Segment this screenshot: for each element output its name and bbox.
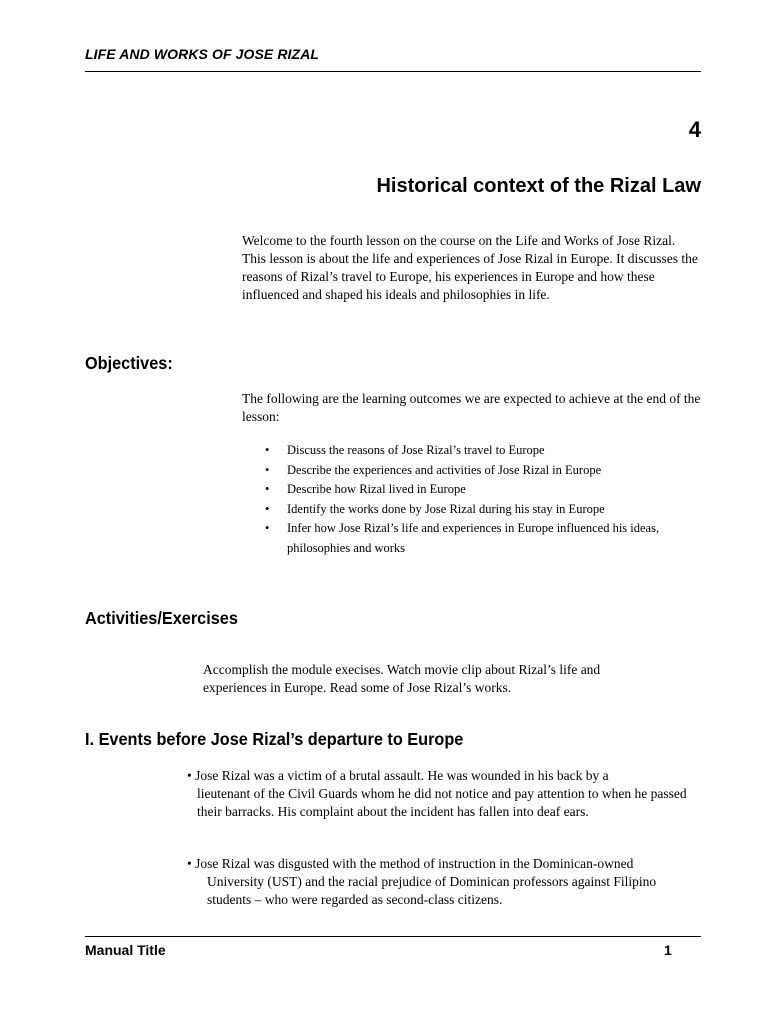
objective-text: Describe the experiences and activities of Jose Rizal in Europe: [287, 462, 602, 477]
event-continuation: lieutenant of the Civil Guards whom he did not notice and pay attention to when he passed their barracks. His complaint about the incident has fallen into deaf ears.: [197, 786, 687, 819]
running-header: LIFE AND WORKS OF JOSE RIZAL: [85, 46, 320, 62]
bullet-icon: •: [265, 443, 270, 457]
objective-text: Describe how Rizal lived in Europe: [287, 482, 466, 496]
event-item: [187, 855, 697, 909]
event-item: [187, 767, 697, 821]
objectives-list: [265, 441, 695, 558]
intro-paragraph: Welcome to the fourth lesson on the course on the Life and Works of Jose Rizal. This lesson is about the life and experiences of Jose Rizal in Europe. It discusses the reasons of Rizal’s travel to Europe, his experiences in Europe and how these influenced and shaped his ideals and philosophies in life.: [242, 233, 698, 302]
bullet-icon: •: [265, 501, 270, 516]
bullet-icon: •: [265, 521, 270, 535]
chapter-title: Historical context of the Rizal Law: [376, 175, 701, 197]
objectives-heading: Objectives:: [85, 353, 173, 373]
header-rule: [85, 71, 701, 72]
chapter-number: 4: [688, 117, 701, 142]
list-item: [265, 500, 695, 520]
objective-text: Infer how Jose Rizal’s life and experiences in Europe influenced his ideas, philosophies and works: [287, 521, 660, 555]
objective-text: Discuss the reasons of Jose Rizal’s travel to Europe: [287, 443, 545, 457]
events-heading: I. Events before Jose Rizal’s departure to Europe: [85, 729, 464, 749]
bullet-icon: •: [265, 482, 270, 496]
list-item: [265, 441, 695, 461]
list-item: [265, 519, 695, 558]
activities-text: Accomplish the module execises. Watch movie clip about Rizal’s life and experiences in Europe. Read some of Jose Rizal’s works.: [203, 662, 601, 695]
objectives-intro: The following are the learning outcomes we are expected to achieve at the end of the lesson:: [242, 391, 701, 424]
event-first-line: • Jose Rizal was disgusted with the method of instruction in the Dominican-owned: [187, 856, 634, 871]
bullet-icon: •: [265, 462, 270, 477]
event-first-line: • Jose Rizal was a victim of a brutal assault. He was wounded in his back by a: [187, 768, 609, 783]
footer-title: Manual Title: [85, 942, 166, 958]
activities-heading: Activities/Exercises: [85, 608, 238, 628]
objective-text: Identify the works done by Jose Rizal during his stay in Europe: [287, 501, 605, 516]
list-item: [265, 461, 695, 481]
event-continuation: University (UST) and the racial prejudice of Dominican professors against Filipino students – who were regarded as second-class citizens.: [207, 874, 657, 907]
footer-rule: [85, 936, 701, 937]
page-number: 1: [664, 942, 672, 958]
list-item: [265, 480, 695, 500]
